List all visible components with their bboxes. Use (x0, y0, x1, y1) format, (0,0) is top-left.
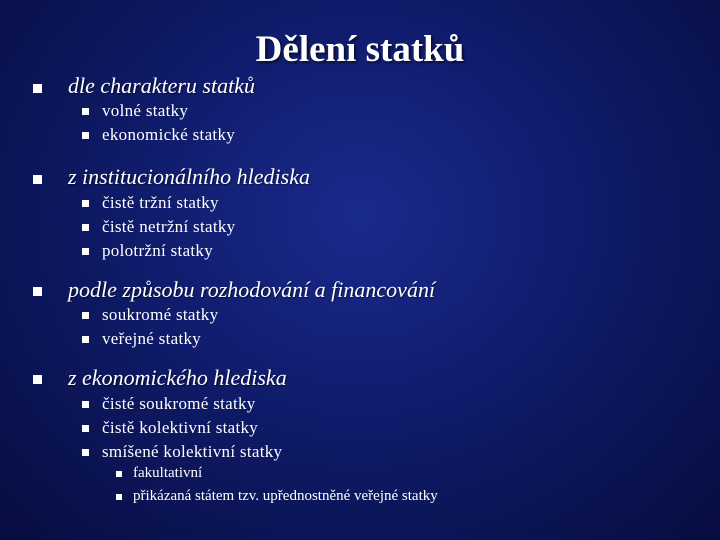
square-bullet-icon (82, 224, 89, 231)
square-bullet-icon (33, 287, 42, 296)
slide-title: Dělení statků (255, 29, 465, 70)
square-bullet-icon (82, 108, 89, 115)
section-heading-financovani: podle způsobu rozhodování a financování (68, 277, 436, 302)
square-bullet-icon (82, 312, 89, 319)
section-heading-institucionalni: z institucionálního hlediska (68, 164, 310, 189)
list-item: soukromé statky (102, 305, 219, 324)
section-heading-ekonomicke: z ekonomického hlediska (68, 365, 287, 390)
list-item: veřejné statky (102, 329, 202, 348)
list-item: ekonomické statky (102, 125, 236, 144)
list-item: smíšené kolektivní statky (102, 442, 283, 461)
list-item: volné statky (102, 101, 189, 120)
square-bullet-icon (82, 248, 89, 255)
list-item: čistě netržní statky (102, 217, 236, 236)
list-item: čistě tržní statky (102, 193, 219, 212)
list-item: čistě kolektivní statky (102, 418, 259, 437)
square-bullet-icon (33, 84, 42, 93)
section-heading-charakter: dle charakteru statků (68, 73, 255, 98)
square-bullet-icon (33, 375, 42, 384)
list-item: polotržní statky (102, 241, 214, 260)
sub-list-item: fakultativní (133, 465, 203, 481)
square-bullet-icon (82, 200, 89, 207)
square-bullet-icon (116, 471, 122, 477)
square-bullet-icon (82, 425, 89, 432)
square-bullet-icon (82, 401, 89, 408)
list-item: čisté soukromé statky (102, 394, 256, 413)
square-bullet-icon (82, 449, 89, 456)
square-bullet-icon (82, 336, 89, 343)
square-bullet-icon (116, 494, 122, 500)
sub-list-item: přikázaná státem tzv. upřednostněné veřejné statky (133, 488, 438, 504)
square-bullet-icon (33, 175, 42, 184)
square-bullet-icon (82, 132, 89, 139)
